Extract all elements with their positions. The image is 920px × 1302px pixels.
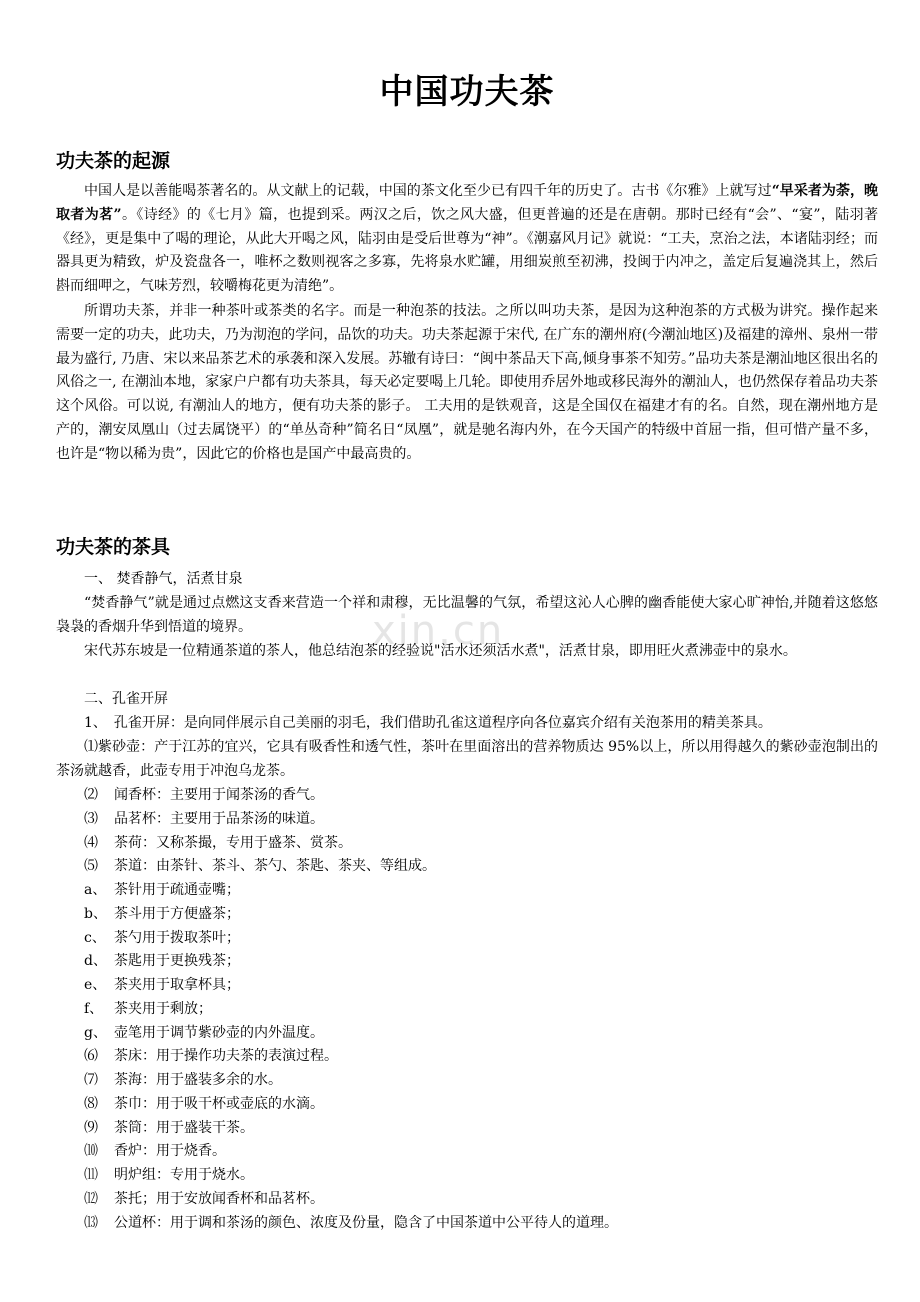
list-item-text: 茶道：由茶针、茶斗、茶勺、茶匙、茶夹、等组成。 <box>114 858 436 875</box>
list-item-text: 香炉：用于烧香。 <box>114 1143 226 1160</box>
section-heading-origin: 功夫茶的起源 <box>56 150 171 172</box>
list-item-text: 品茗杯：主要用于品茶汤的味道。 <box>114 810 324 827</box>
watermark: xin.cn <box>372 608 505 654</box>
list-item <box>84 832 878 856</box>
list-item-text: 茶勺用于拨取茶叶； <box>114 929 240 946</box>
list-item-text: 茶托；用于安放闻香杯和品茗杯。 <box>114 1190 324 1207</box>
document-title: 中国功夫茶 <box>379 72 555 112</box>
section-heading-tools: 功夫茶的茶具 <box>56 536 171 558</box>
list-item-text: 茶床：用于操作功夫茶的表演过程。 <box>114 1048 338 1065</box>
list-item-marker: ⒀ <box>84 1214 98 1231</box>
list-item-marker: ⑼ <box>84 1119 98 1136</box>
list-item-marker: ⑺ <box>84 1072 98 1088</box>
list-item-text: 茶海：用于盛装多余的水。 <box>114 1072 282 1088</box>
list-item <box>84 998 878 1022</box>
paragraph-text: 。《诗经》的《七月》篇，也提到采。两汉之后，饮之风大盛，但更普遍的还是在唐朝。那时已经有“会”、“宴”，陆羽著《经》，更是集中了喝的理论，从此大开喝之风，陆羽由是受后世尊为“神”。《潮嘉风月记》就说：“工夫，烹治之法，本诸陆羽经；而器具更为精致，炉及瓷盘各一，唯杯之数则视客之多寡，先将泉水贮罐，用细炭煎至初沸，投闽于内冲之，盖定后复遍浇其上，然后斟而细呷之，气味芳烈，较嚼梅花更为清绝”。 <box>56 206 878 295</box>
paragraph-incense: “焚香静气”就是通过点燃这支香来营造一个祥和肃穆，无比温馨的气氛，希望这沁人心脾的幽香能使大家心旷神怡,并随着这悠悠袅袅的香烟升华到悟道的境界。 <box>56 595 878 635</box>
subheading-peacock: 二、孔雀开屏 <box>84 691 168 707</box>
list-item <box>84 1140 878 1164</box>
list-item-marker: f、 <box>84 1000 104 1017</box>
list-item <box>84 1069 878 1093</box>
list-item-text: 茶荷：又称茶撮，专用于盛茶、赏茶。 <box>114 834 352 851</box>
list-item-marker: c、 <box>84 929 106 946</box>
list-item-marker: ⑹ <box>84 1048 98 1065</box>
list-item-text: 明炉组：专用于烧水。 <box>114 1167 254 1183</box>
list-item-marker: e、 <box>84 977 107 993</box>
list-item <box>84 950 878 974</box>
list-item-text: 壶笔用于调节紫砂壶的内外温度。 <box>114 1024 324 1041</box>
list-item-marker: d、 <box>84 953 107 970</box>
list-item-marker: ⑶ <box>84 810 98 827</box>
subheading-incense: 一、 焚香静气，活煮甘泉 <box>84 571 243 587</box>
list-item <box>84 1093 878 1117</box>
paragraph-origin-definition: 所谓功夫茶，并非一种茶叶或茶类的名字。而是一种泡茶的技法。之所以叫功夫茶，是因为这种泡茶的方式极为讲究。操作起来需要一定的功夫，此功夫，乃为沏泡的学问，品饮的功夫。功夫茶起源于宋代, 在广东的潮州府(今潮汕地区)及福建的漳州、泉州一带最为盛行, 乃唐、宋以来品茶艺术的承袭和深入发展。苏辙有诗曰：“闽中茶品天下高,倾身事茶不知劳。”品功夫茶是潮汕地区很出名的风俗之一, 在潮汕本地，家家户户都有功夫茶具，每天必定要喝上几轮。即使用乔居外地或移民海外的潮汕人，也仍然保存着品功夫茶这个风俗。可以说, 有潮汕人的地方，便有功夫茶的影子。 工夫用的是铁观音，这是全国仅在福建才有的名。自然，现在潮州地方是产的，潮安凤凰山（过去属饶平）的“单丛奇种”简名日“凤凰”，就是驰名海内外，在今天国产的特级中首屈一指，但可惜产量不多，也许是“物以稀为贵”，因此它的价格也是国产中最高贵的。 <box>56 303 878 462</box>
list-item-marker: ⑸ <box>84 858 98 875</box>
list-item <box>84 1164 878 1188</box>
list-item-marker: ⑽ <box>84 1143 98 1160</box>
list-item-marker: a、 <box>84 882 107 898</box>
list-item-text: 茶夹用于取拿杯具； <box>114 977 240 993</box>
list-item <box>84 1212 878 1236</box>
list-item-text: 闻香杯：主要用于闻茶汤的香气。 <box>114 787 324 803</box>
list-item-marker: ⑿ <box>84 1190 98 1207</box>
list-item <box>84 1045 878 1069</box>
list-item <box>84 974 878 998</box>
list-item-zisha-teapot: ⑴紫砂壶：产于江苏的宜兴，它具有吸香性和透气性，茶叶在里面溶出的营养物质达 95%以上，所以用得越久的紫砂壶泡制出的茶汤就越香，此壶专用于冲泡乌龙茶。 <box>56 739 878 779</box>
quote-bold: “早采者为荼，晚取者为茗” <box>56 183 878 223</box>
list-item-text: 茶匙用于更换残茶； <box>114 953 240 970</box>
list-item-text: 茶筒：用于盛装干茶。 <box>114 1119 254 1136</box>
list-item-text: 茶巾：用于吸干杯或壶底的水滴。 <box>114 1095 324 1112</box>
list-item-marker: ⑾ <box>84 1167 98 1183</box>
list-item <box>84 1188 878 1212</box>
list-item-marker: b、 <box>84 905 107 922</box>
list-item <box>84 1117 878 1141</box>
list-item <box>84 808 878 832</box>
list-item-text: 茶夹用于剩放； <box>114 1000 212 1017</box>
list-item <box>84 903 878 927</box>
list-item-marker: g、 <box>84 1024 107 1041</box>
list-item <box>84 855 878 879</box>
list-item-text: 茶斗用于方便盛茶； <box>114 905 240 922</box>
paragraph-spring-water: 宋代苏东坡是一位精通茶道的茶人，他总结泡茶的经验说"活水还须活水煮"，活煮甘泉，即用旺火煮沸壶中的泉水。 <box>84 643 797 659</box>
paragraph-origin-history <box>56 180 878 299</box>
list-item <box>84 1022 878 1046</box>
list-item <box>84 784 878 808</box>
list-item-marker: ⑻ <box>84 1095 98 1112</box>
list-item-peacock: 1、 孔雀开屏：是向同伴展示自己美丽的羽毛，我们借助孔雀这道程序向各位嘉宾介绍有关泡茶用的精美茶具。 <box>84 715 772 731</box>
list-item-marker: ⑵ <box>84 787 98 803</box>
paragraph-text: 中国人是以善能喝茶著名的。从文献上的记载，中国的茶文化至少已有四千年的历史了。古书《尔雅》上就写过 <box>84 183 772 199</box>
list-item <box>84 927 878 951</box>
list-item <box>84 879 878 903</box>
list-item-marker: ⑷ <box>84 834 98 851</box>
list-item-text: 公道杯：用于调和茶汤的颜色、浓度及份量，隐含了中国茶道中公平待人的道理。 <box>114 1214 618 1231</box>
list-item-text: 茶针用于疏通壶嘴； <box>114 882 240 898</box>
